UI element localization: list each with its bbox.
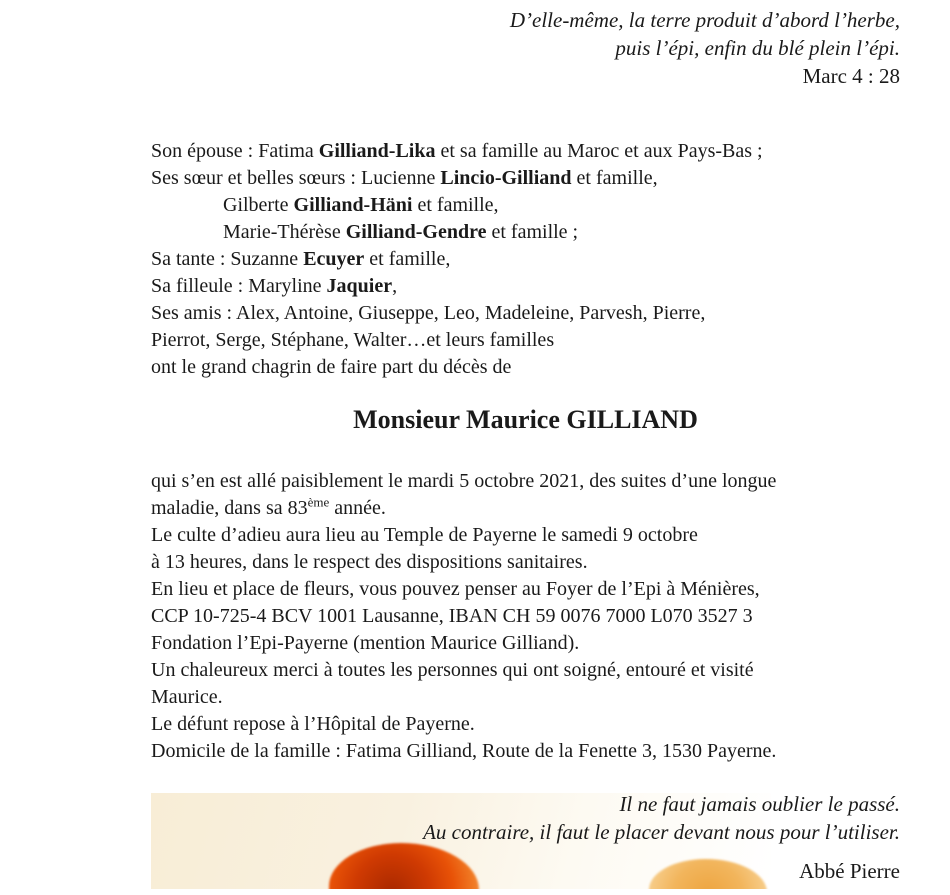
document-page [0,6,950,765]
text-line [151,522,900,549]
emphasized-name: Gilliand-Gendre [345,221,487,243]
text-line [151,630,900,657]
text-line [151,138,900,165]
text-line [151,711,900,738]
emphasized-name: Jaquier [326,275,393,297]
memorial-quote [151,790,900,846]
text-line [151,549,900,576]
emphasized-name: Ecuyer [303,248,365,270]
text-line [151,192,900,219]
text-line [151,219,900,246]
text-segment: Sa filleule : Maryline [151,275,327,297]
text-segment: Gilberte [223,194,294,216]
text-segment: Son épouse : Fatima [151,140,319,162]
emphasized-name: Gilliand-Häni [293,194,413,216]
quote-line: Il ne faut jamais oublier le passé. [619,792,900,816]
text-segment: et sa famille au Maroc et aux Pays-Bas ; [435,140,763,162]
bible-quote-lines [151,6,900,62]
red-poppy-flower [329,843,479,889]
text-segment: année. [329,497,386,519]
text-line [151,468,900,495]
text-line [151,576,900,603]
text-segment: Sa tante : Suzanne [151,248,304,270]
text-segment: CCP 10-725-4 BCV 1001 Lausanne, IBAN CH 59 0076 7000 L070 3527 3 [151,605,753,627]
text-segment: Le culte d’adieu aura lieu au Temple de Payerne le samedi 9 octobre [151,524,698,546]
text-line [151,354,900,381]
text-line [151,603,900,630]
text-segment: et famille, [412,194,499,216]
text-segment: Domicile de la famille : Fatima Gilliand, Route de la Fenette 3, 1530 Payerne. [151,740,777,762]
text-line [151,300,900,327]
text-segment: Ses amis : Alex, Antoine, Giuseppe, Leo, Madeleine, Parvesh, Pierre, [151,302,706,324]
text-line [151,684,900,711]
text-segment: Un chaleureux merci à toutes les personnes qui ont soigné, entouré et visité [151,659,754,681]
deceased-name-title: Monsieur Maurice GILLIAND [353,405,698,434]
text-line [151,657,900,684]
text-segment: Maurice. [151,686,223,708]
text-line [151,738,900,765]
text-segment: maladie, dans sa 83 [151,497,308,519]
text-segment: En lieu et place de fleurs, vous pouvez penser au Foyer de l’Epi à Ménières, [151,578,760,600]
text-line [151,327,900,354]
memorial-footer [151,793,900,889]
funeral-details-paragraph [151,468,900,765]
text-segment: qui s’en est allé paisiblement le mardi 5 octobre 2021, des suites d’une longue [151,470,777,492]
quote-line: D’elle-même, la terre produit d’abord l’herbe, [509,8,900,32]
text-line [151,495,900,522]
text-segment: à 13 heures, dans le respect des dispositions sanitaires. [151,551,588,573]
text-segment: Le défunt repose à l’Hôpital de Payerne. [151,713,475,735]
text-segment: ont le grand chagrin de faire part du décès de [151,356,512,378]
text-segment: et famille, [364,248,451,270]
text-segment: et famille ; [486,221,579,243]
family-paragraph [151,138,900,381]
text-segment: Marie-Thérèse [223,221,346,243]
bible-quote-attribution: Marc 4 : 28 [802,64,900,88]
quote-line: Au contraire, il faut le placer devant nous pour l’utiliser. [423,820,900,844]
quote-line: puis l’épi, enfin du blé plein l’épi. [615,36,900,60]
text-segment: Pierrot, Serge, Stéphane, Walter…et leurs familles [151,329,555,351]
text-line [151,246,900,273]
text-line [151,165,900,192]
bible-quote [151,6,900,90]
text-line [151,273,900,300]
text-segment: et famille, [571,167,658,189]
text-segment: ème [307,494,330,510]
text-segment: , [392,275,398,297]
text-segment: Fondation l’Epi-Payerne (mention Maurice Gilliand). [151,632,580,654]
yellow-poppy-flower [649,859,767,889]
emphasized-name: Lincio-Gilliand [440,167,572,189]
emphasized-name: Gilliand-Lika [318,140,436,162]
memorial-quote-attribution: Abbé Pierre [799,859,900,883]
text-segment: Ses sœur et belles sœurs : Lucienne [151,167,441,189]
